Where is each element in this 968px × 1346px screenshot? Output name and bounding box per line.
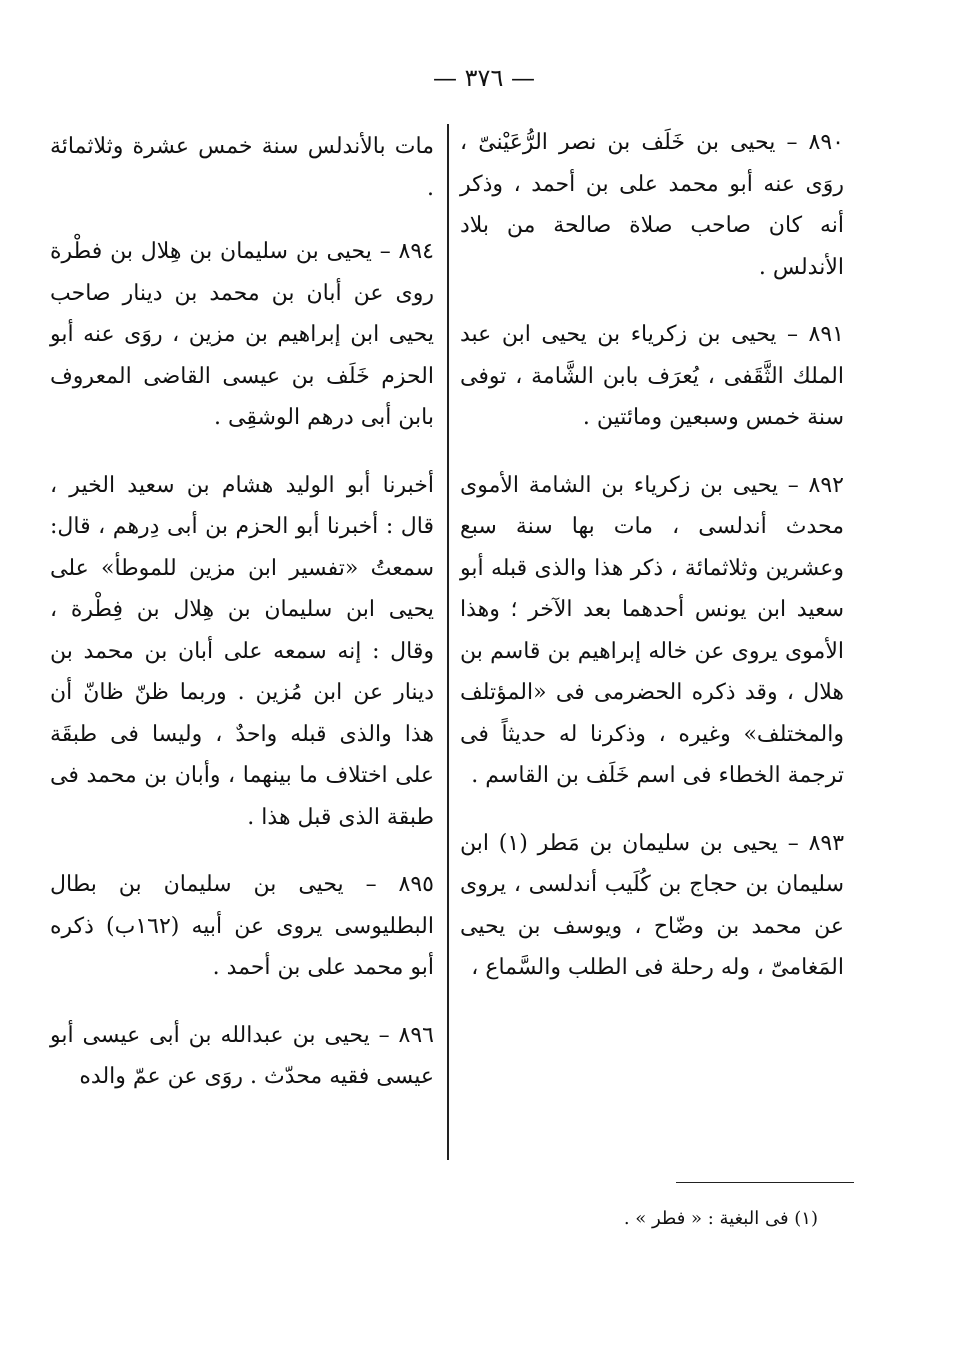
entry-891: ٨٩١ – يحيى بن زكرياء بن يحيى ابن عبد الملك الثَّقَفى ، يُعرَف بابن الشَّامة ، توفى سنة خمس وسبعين ومائتين . (460, 322, 844, 430)
entry-894: ٨٩٤ – يحيى بن سليمان بن هِلال بن فطْرة روى عن أبان بن محمد بن دينار صاحب يحيى ابن إبراهيم بن مزين ، روَى عنه أبو الحزم خَلَف بن عيسى القاضى المعروف بابن أبى درهم الوشقِى . (50, 239, 434, 430)
entry-894-narration: أخبرنا أبو الوليد هشام بن سعيد الخير ، قال : أخبرنا أبو الحزم بن أبى دِرهم ، قال: سمعتُ «تفسير ابن مزين للموطأ» على يحيى ابن سليمان بن هِلال بن فِطْرة ، وقال : إنه سمعه على أبان بن محمد بن دينار عن ابن مُزين . وربما ظنّ ظانّ أن هذا والذى قبله واحدٌ ، وليسا فى طبقَة على اختلاف ما بينهما ، وأبان بن محمد فى طبقة الذى قبل هذا . (50, 472, 434, 830)
left-column (50, 126, 434, 1124)
page-number: — ٣٧٦ — (433, 64, 535, 92)
footnote-rule (676, 1182, 854, 1183)
entry-892: ٨٩٢ – يحيى بن زكرياء بن الشامة الأموى محدث أندلسى ، مات بها سنة سبع وعشرين وثلاثمائة ، ذكر هذا والذى قبله أبو سعيد ابن يونس أحدهما بعد الآخر ؛ وهذا الأموى يروى عن خاله إبراهيم بن قاسم بن هلال ، وقد ذكره الحضرمى فى «المؤتلف والمختلف» وغيره ، وذكرنا له حديثاً فى ترجمة الخطاء فى اسم خَلَف بن القاسم . (460, 472, 844, 788)
entry-890: ٨٩٠ – يحيى بن خَلَف بن نصر الرُّعَيْنىّ ، روَى عنه أبو محمد على بن أحمد ، وذكر أنه كان صاحب صلاة صالحة من بلاد الأندلس . (460, 130, 844, 280)
column-divider (447, 124, 449, 1160)
footnote: (١) فى البغية : « فطر » . (623, 1208, 818, 1229)
entry-896: ٨٩٦ – يحيى بن عبدالله بن أبى عيسى أبو عيسى فقيه محدّث . روَى عن عمّ والده (50, 1022, 434, 1089)
entry-893: ٨٩٣ – يحيى بن سليمان بن مَطر (١) ابن سليمان بن حجاج بن كُلَيب أندلسى ، يروى عن محمد بن وضّاح ، ويوسف بن يحيى المَغامىّ ، وله رحلة فى الطلب والسَّماع ، (460, 830, 845, 980)
right-column (460, 122, 844, 1015)
entry-893-continued: مات بالأندلس سنة خمس عشرة وثلاثمائة . (50, 134, 434, 201)
entry-895: ٨٩٥ – يحيى بن سليمان بن بطال البطليوسى يروى عن أبيه (١٦٢ب) ذكره أبو محمد على بن أحمد . (50, 872, 434, 980)
